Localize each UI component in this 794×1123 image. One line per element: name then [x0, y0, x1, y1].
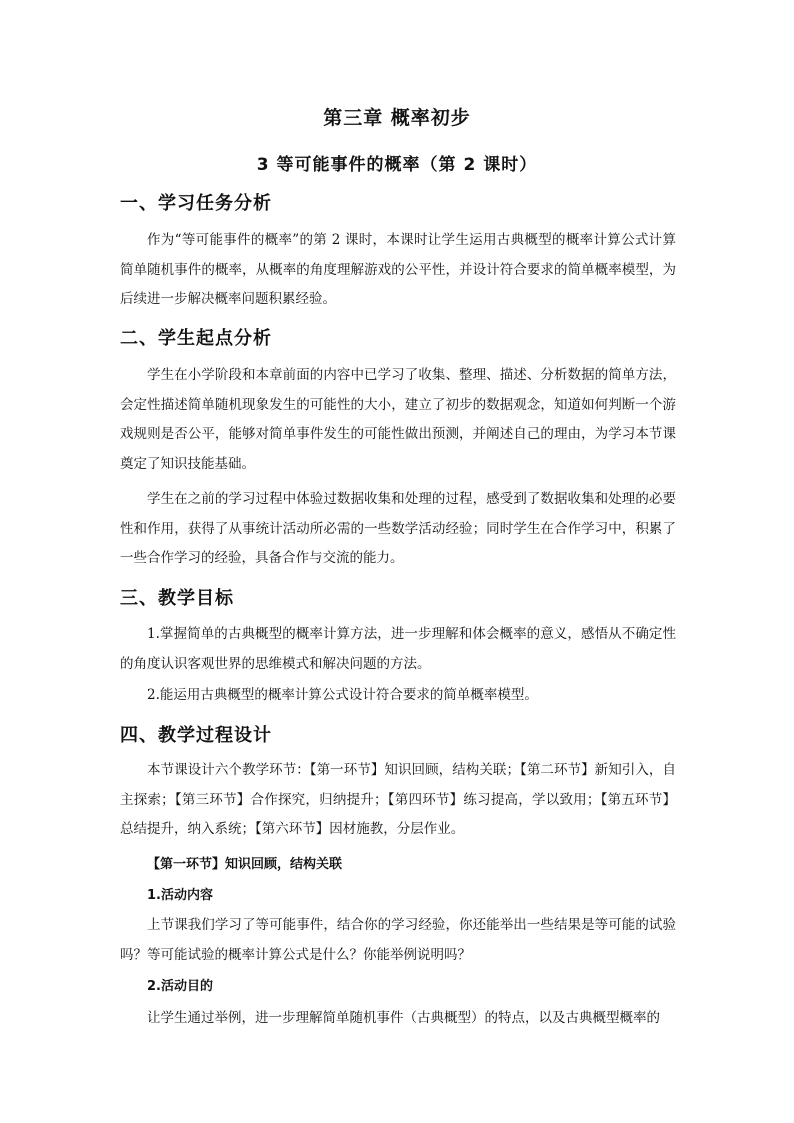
chapter-title: 第三章 概率初步 — [323, 107, 471, 129]
paragraph-student-analysis-2: 学生在之前的学习过程中体验过数据收集和处理的过程，感受到了数据收集和处理的必要性和作用，获得了从事统计活动所必需的一些数学活动经验；同时学生在合作学习中，积累了一些合作学习的经验，具备合作与交流的能力。 — [120, 491, 676, 566]
paragraph-student-analysis-1: 学生在小学阶段和本章前面的内容中已学习了收集、整理、描述、分析数据的简单方法，会定性描述简单随机现象发生的可能性的大小，建立了初步的数据观念，知道如何判断一个游戏规则是否公平，能够对简单事件发生的可能性做出预测，并阐述自己的理由，为学习本节课奠定了知识技能基础。 — [120, 367, 676, 472]
activity-purpose-title: 2.活动目的 — [147, 979, 213, 994]
section-heading-process-design: 四、教学过程设计 — [120, 725, 272, 746]
section-heading-teaching-goals: 三、教学目标 — [120, 588, 234, 609]
paragraph-goal-1: 1.掌握简单的古典概型的概率计算方法，进一步理解和体会概率的意义，感悟从不确定性的角度认识客观世界的思维模式和解决问题的方法。 — [120, 626, 676, 672]
paragraph-goal-2: 2.能运用古典概型的概率计算公式设计符合要求的简单概率模型。 — [147, 687, 538, 703]
section-heading-task-analysis: 一、学习任务分析 — [120, 193, 272, 214]
paragraph-process-overview: 本节课设计六个教学环节：【第一环节】知识回顾，结构关联；【第二环节】新知引入，自主探索；【第三环节】合作探究，归纳提升；【第四环节】练习提高，学以致用；【第五环节】总结提升，纳入系统；【第六环节】因材施教，分层作业。 — [120, 762, 676, 837]
lesson-title: 3 等可能事件的概率（第 2 课时） — [256, 155, 538, 175]
paragraph-activity-purpose: 让学生通过举例，进一步理解简单随机事件（古典概型）的特点，以及古典概型概率的 — [147, 1010, 660, 1026]
section-heading-student-analysis: 二、学生起点分析 — [120, 328, 272, 349]
paragraph-task-analysis: 作为“等可能事件的概率”的第 2 课时，本课时让学生运用古典概型的概率计算公式计算简单随机事件的概率，从概率的角度理解游戏的公平性，并设计符合要求的简单概率模型，为后续进一步解决概率问题积累经验。 — [120, 232, 676, 307]
link1-title: 【第一环节】知识回顾，结构关联 — [147, 857, 343, 872]
paragraph-activity-content: 上节课我们学习了等可能事件，结合你的学习经验，你还能举出一些结果是等可能的试验吗？等可能试验的概率计算公式是什么？你能举例说明吗？ — [120, 917, 676, 963]
activity-content-title: 1.活动内容 — [147, 888, 213, 903]
